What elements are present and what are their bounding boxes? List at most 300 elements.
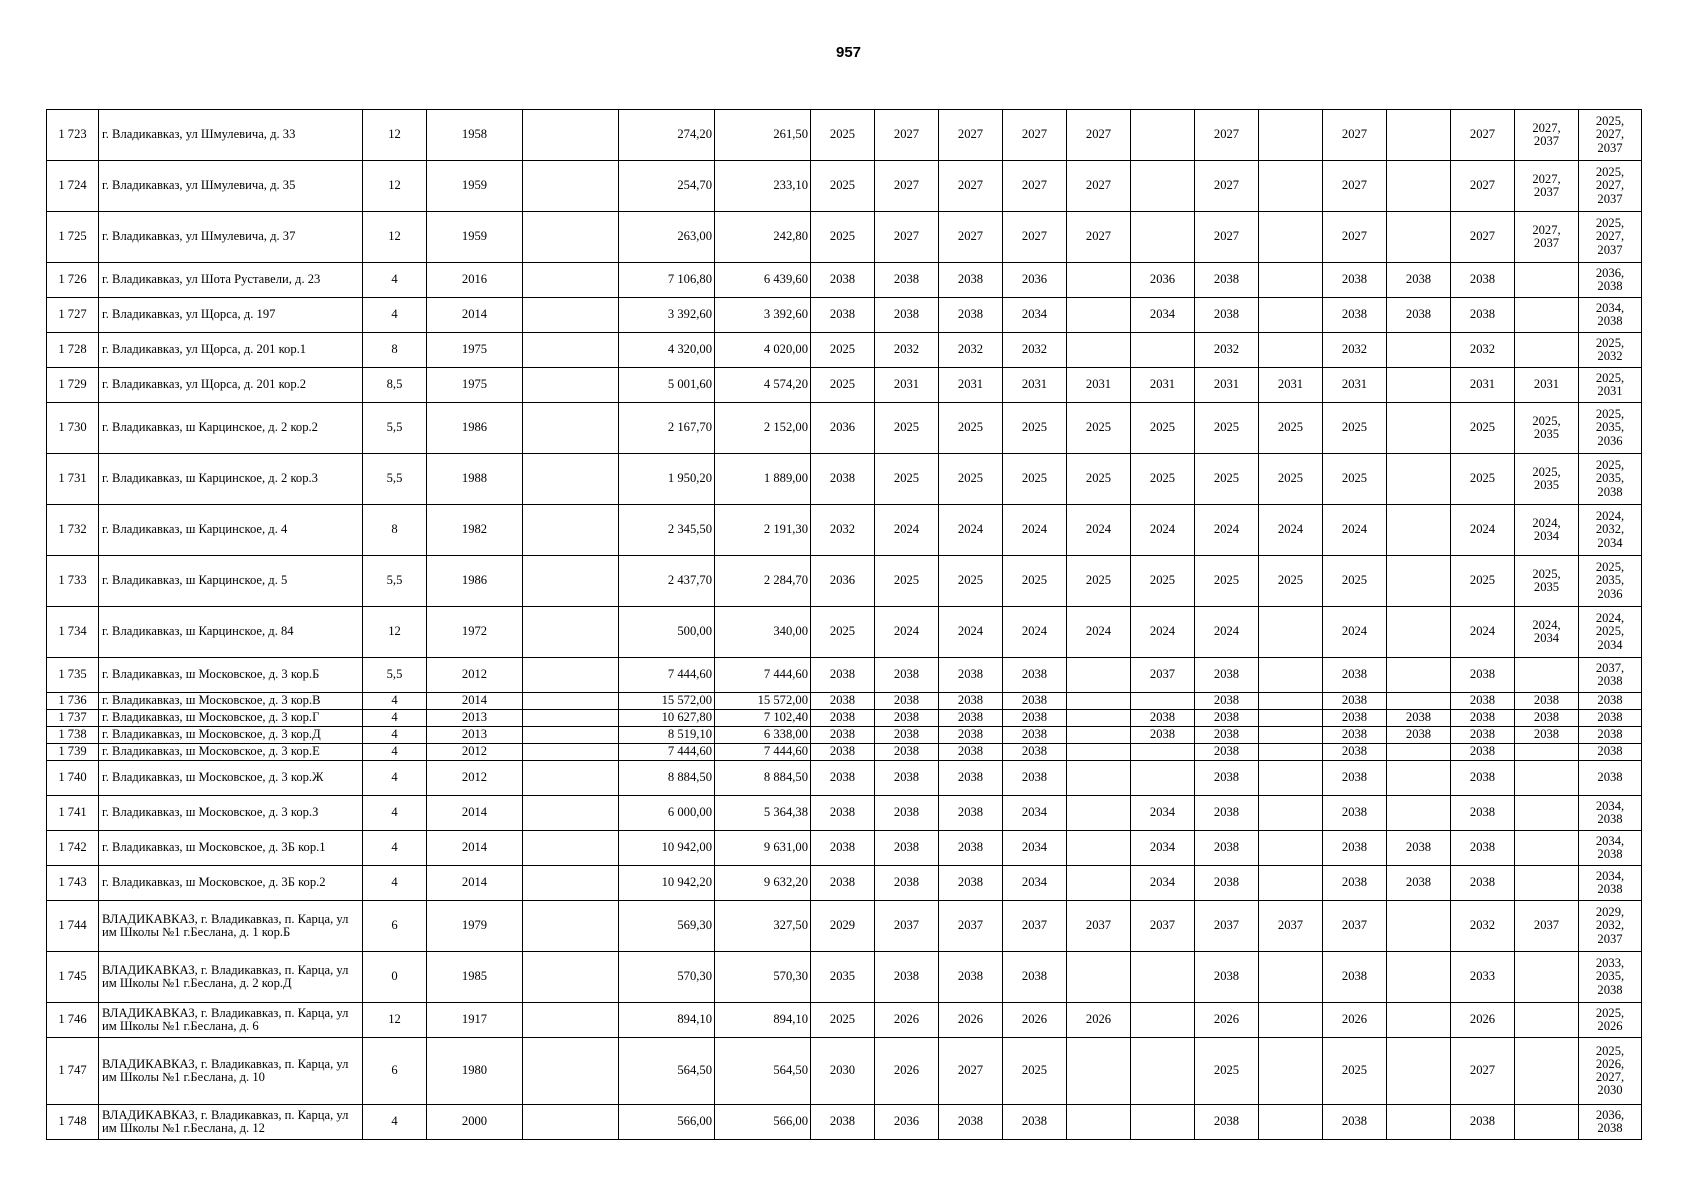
repair-year-cell (1515, 1038, 1579, 1105)
table-row (47, 901, 1642, 952)
repair-year-cell: 2025 (939, 403, 1003, 454)
repair-year-cell (1131, 1038, 1195, 1105)
living-area-cell: 3 392,60 (715, 298, 811, 333)
repair-year-cell: 2025, 2026, 2027, 2030 (1579, 1038, 1642, 1105)
repair-year-cell: 2038 (939, 744, 1003, 761)
living-area-cell: 6 439,60 (715, 263, 811, 298)
repair-year-cell: 2038 (1003, 693, 1067, 710)
repair-year-cell (1067, 866, 1131, 901)
table-row (47, 1038, 1642, 1105)
floors-cell: 5,5 (363, 658, 427, 693)
address-cell: ВЛАДИКАВКАЗ, г. Владикавказ, п. Карца, ул им Школы №1 г.Беслана, д. 12 (99, 1105, 363, 1140)
repair-year-cell: 2036 (811, 556, 875, 607)
living-area-cell: 8 884,50 (715, 761, 811, 796)
row-number: 1 740 (47, 761, 99, 796)
total-area-cell: 7 444,60 (619, 658, 715, 693)
row-number: 1 743 (47, 866, 99, 901)
repair-year-cell: 2026 (875, 1038, 939, 1105)
total-area-cell: 570,30 (619, 952, 715, 1003)
repair-year-cell (1515, 298, 1579, 333)
row-number: 1 733 (47, 556, 99, 607)
repair-year-cell (1259, 298, 1323, 333)
repair-year-cell (1515, 658, 1579, 693)
repair-year-cell (1259, 607, 1323, 658)
repair-year-cell (1131, 333, 1195, 368)
total-area-cell: 263,00 (619, 212, 715, 263)
repair-year-cell: 2026 (1451, 1003, 1515, 1038)
year-built-cell: 1986 (427, 403, 523, 454)
table-row (47, 866, 1642, 901)
empty-cell (523, 693, 619, 710)
year-built-cell: 1985 (427, 952, 523, 1003)
repair-year-cell: 2037 (1003, 901, 1067, 952)
table-row (47, 403, 1642, 454)
repair-year-cell: 2038 (939, 866, 1003, 901)
repair-year-cell (1515, 1003, 1579, 1038)
year-built-cell: 1986 (427, 556, 523, 607)
repair-year-cell: 2038 (939, 952, 1003, 1003)
repair-year-cell: 2036 (875, 1105, 939, 1140)
year-built-cell: 1982 (427, 505, 523, 556)
repair-year-cell: 2025 (1259, 403, 1323, 454)
row-number: 1 748 (47, 1105, 99, 1140)
repair-year-cell: 2038 (811, 727, 875, 744)
repair-year-cell: 2033, 2035, 2038 (1579, 952, 1642, 1003)
repair-year-cell (1131, 110, 1195, 161)
repair-year-cell (1067, 796, 1131, 831)
repair-year-cell: 2031 (939, 368, 1003, 403)
repair-year-cell (1259, 1003, 1323, 1038)
repair-year-cell: 2038 (1451, 831, 1515, 866)
repair-year-cell (1131, 761, 1195, 796)
repair-year-cell: 2038 (1003, 952, 1067, 1003)
repair-year-cell: 2038 (939, 710, 1003, 727)
table-row (47, 212, 1642, 263)
year-built-cell: 1972 (427, 607, 523, 658)
repair-year-cell: 2038 (811, 761, 875, 796)
repair-year-cell: 2025, 2027, 2037 (1579, 110, 1642, 161)
living-area-cell: 9 631,00 (715, 831, 811, 866)
repair-year-cell: 2038 (1003, 761, 1067, 796)
floors-cell: 8 (363, 333, 427, 368)
repair-year-cell: 2027 (1067, 212, 1131, 263)
year-built-cell: 1979 (427, 901, 523, 952)
repair-year-cell (1387, 403, 1451, 454)
repair-year-cell: 2038 (1387, 298, 1451, 333)
repair-year-cell: 2038 (1515, 710, 1579, 727)
repair-year-cell: 2038 (1323, 727, 1387, 744)
repair-year-cell: 2034 (1003, 866, 1067, 901)
table-row (47, 110, 1642, 161)
living-area-cell: 564,50 (715, 1038, 811, 1105)
repair-year-cell: 2025 (939, 556, 1003, 607)
repair-year-cell: 2036 (1003, 263, 1067, 298)
repair-year-cell (1259, 831, 1323, 866)
repair-year-cell (1259, 110, 1323, 161)
repair-year-cell: 2038 (1387, 710, 1451, 727)
living-area-cell: 2 191,30 (715, 505, 811, 556)
repair-year-cell: 2025 (1067, 556, 1131, 607)
repair-year-cell: 2038 (1195, 263, 1259, 298)
repair-year-cell: 2038 (811, 693, 875, 710)
repair-year-cell: 2024 (1067, 607, 1131, 658)
repair-year-cell: 2038 (875, 693, 939, 710)
repair-year-cell: 2024, 2034 (1515, 505, 1579, 556)
row-number: 1 729 (47, 368, 99, 403)
repair-year-cell: 2038 (1323, 263, 1387, 298)
empty-cell (523, 454, 619, 505)
repair-year-cell: 2038 (1195, 727, 1259, 744)
repair-year-cell (1259, 952, 1323, 1003)
repair-year-cell: 2037 (1515, 901, 1579, 952)
repair-year-cell: 2032 (1323, 333, 1387, 368)
repair-year-cell: 2025 (875, 556, 939, 607)
repair-year-cell: 2038 (811, 454, 875, 505)
table-row (47, 761, 1642, 796)
repair-year-cell (1515, 866, 1579, 901)
address-cell: г. Владикавказ, ш Московское, д. 3 кор.Б (99, 658, 363, 693)
repair-year-cell: 2038 (1131, 727, 1195, 744)
floors-cell: 12 (363, 607, 427, 658)
address-cell: г. Владикавказ, ул Шмулевича, д. 37 (99, 212, 363, 263)
repair-year-cell: 2038 (1195, 298, 1259, 333)
living-area-cell: 570,30 (715, 952, 811, 1003)
repair-year-cell: 2025 (811, 110, 875, 161)
floors-cell: 4 (363, 1105, 427, 1140)
repair-year-cell: 2032 (875, 333, 939, 368)
repair-year-cell (1387, 607, 1451, 658)
repair-year-cell: 2038 (1195, 1105, 1259, 1140)
table-row (47, 505, 1642, 556)
repair-year-cell: 2038 (1195, 952, 1259, 1003)
table-row (47, 333, 1642, 368)
repair-year-cell: 2038 (875, 866, 939, 901)
total-area-cell: 5 001,60 (619, 368, 715, 403)
repair-year-cell: 2025 (1451, 556, 1515, 607)
total-area-cell: 566,00 (619, 1105, 715, 1140)
repair-year-cell: 2038 (875, 744, 939, 761)
living-area-cell: 242,80 (715, 212, 811, 263)
repair-year-cell: 2025, 2035 (1515, 556, 1579, 607)
year-built-cell: 2014 (427, 796, 523, 831)
repair-year-cell: 2038 (1579, 727, 1642, 744)
repair-year-cell: 2025, 2035, 2036 (1579, 403, 1642, 454)
repair-year-cell: 2036 (1131, 263, 1195, 298)
repair-year-cell: 2038 (811, 263, 875, 298)
empty-cell (523, 710, 619, 727)
repair-year-cell (1259, 161, 1323, 212)
row-number: 1 747 (47, 1038, 99, 1105)
empty-cell (523, 263, 619, 298)
living-area-cell: 5 364,38 (715, 796, 811, 831)
repair-year-cell: 2038 (1195, 831, 1259, 866)
repair-year-cell: 2025 (1259, 454, 1323, 505)
year-built-cell: 1917 (427, 1003, 523, 1038)
total-area-cell: 500,00 (619, 607, 715, 658)
table-row (47, 368, 1642, 403)
row-number: 1 731 (47, 454, 99, 505)
empty-cell (523, 866, 619, 901)
repair-year-cell (1387, 161, 1451, 212)
repair-year-cell (1259, 658, 1323, 693)
repair-year-cell: 2038 (1323, 796, 1387, 831)
repair-year-cell: 2037 (1259, 901, 1323, 952)
repair-year-cell: 2038 (811, 298, 875, 333)
repair-year-cell (1515, 831, 1579, 866)
repair-year-cell: 2027, 2037 (1515, 161, 1579, 212)
repair-year-cell: 2038 (811, 866, 875, 901)
address-cell: г. Владикавказ, ш Карцинское, д. 5 (99, 556, 363, 607)
year-built-cell: 2012 (427, 744, 523, 761)
table-row (47, 796, 1642, 831)
living-area-cell: 327,50 (715, 901, 811, 952)
address-cell: г. Владикавказ, ул Шота Руставели, д. 23 (99, 263, 363, 298)
address-cell: г. Владикавказ, ш Карцинское, д. 4 (99, 505, 363, 556)
empty-cell (523, 901, 619, 952)
repair-year-cell (1387, 212, 1451, 263)
repair-year-cell: 2038 (875, 710, 939, 727)
repair-year-cell (1067, 1105, 1131, 1140)
repair-year-cell: 2031 (1451, 368, 1515, 403)
row-number: 1 734 (47, 607, 99, 658)
repair-year-cell (1259, 1038, 1323, 1105)
repair-year-cell (1387, 796, 1451, 831)
repair-year-cell: 2025 (1323, 454, 1387, 505)
repair-year-cell: 2024 (1131, 607, 1195, 658)
floors-cell: 4 (363, 744, 427, 761)
repair-year-cell: 2027 (1195, 212, 1259, 263)
repair-year-cell (1515, 263, 1579, 298)
year-built-cell: 2013 (427, 710, 523, 727)
repair-year-cell: 2032 (1451, 333, 1515, 368)
repair-year-cell: 2038 (1323, 710, 1387, 727)
repair-year-cell: 2038 (939, 727, 1003, 744)
repair-year-cell: 2038 (939, 796, 1003, 831)
repair-year-cell (1067, 952, 1131, 1003)
repair-year-cell: 2031 (1067, 368, 1131, 403)
floors-cell: 4 (363, 761, 427, 796)
repair-year-cell: 2038 (1195, 658, 1259, 693)
repair-year-cell: 2038 (1451, 727, 1515, 744)
row-number: 1 732 (47, 505, 99, 556)
living-area-cell: 15 572,00 (715, 693, 811, 710)
repair-year-cell: 2031 (875, 368, 939, 403)
row-number: 1 726 (47, 263, 99, 298)
repair-year-cell: 2025 (1195, 1038, 1259, 1105)
repair-year-cell: 2038 (939, 761, 1003, 796)
address-cell: г. Владикавказ, ш Московское, д. 3 кор.В (99, 693, 363, 710)
repair-year-cell (1131, 952, 1195, 1003)
repair-year-cell (1067, 761, 1131, 796)
living-area-cell: 233,10 (715, 161, 811, 212)
repair-year-cell (1387, 505, 1451, 556)
repair-year-cell: 2025, 2035, 2038 (1579, 454, 1642, 505)
repair-year-cell (1067, 298, 1131, 333)
repair-year-cell: 2025, 2032 (1579, 333, 1642, 368)
floors-cell: 8 (363, 505, 427, 556)
empty-cell (523, 831, 619, 866)
repair-year-cell: 2038 (1579, 710, 1642, 727)
repair-year-cell (1067, 333, 1131, 368)
address-cell: ВЛАДИКАВКАЗ, г. Владикавказ, п. Карца, ул им Школы №1 г.Беслана, д. 2 кор.Д (99, 952, 363, 1003)
repair-year-cell: 2029, 2032, 2037 (1579, 901, 1642, 952)
empty-cell (523, 727, 619, 744)
total-area-cell: 3 392,60 (619, 298, 715, 333)
repair-year-cell (1259, 333, 1323, 368)
repair-year-cell: 2038 (811, 710, 875, 727)
repair-year-cell: 2025 (1131, 454, 1195, 505)
repair-year-cell: 2025, 2035 (1515, 454, 1579, 505)
repair-year-cell: 2025 (811, 161, 875, 212)
empty-cell (523, 658, 619, 693)
repair-year-cell: 2038 (875, 761, 939, 796)
row-number: 1 742 (47, 831, 99, 866)
repair-year-cell: 2027 (1067, 161, 1131, 212)
repair-year-cell: 2024 (875, 607, 939, 658)
address-cell: г. Владикавказ, ул Шмулевича, д. 35 (99, 161, 363, 212)
repair-year-cell: 2027 (875, 110, 939, 161)
table-row (47, 454, 1642, 505)
repair-year-cell: 2025 (1195, 556, 1259, 607)
repair-year-cell (1067, 727, 1131, 744)
empty-cell (523, 505, 619, 556)
repair-year-cell: 2038 (1451, 263, 1515, 298)
floors-cell: 12 (363, 212, 427, 263)
total-area-cell: 564,50 (619, 1038, 715, 1105)
total-area-cell: 274,20 (619, 110, 715, 161)
repair-year-cell: 2024 (1067, 505, 1131, 556)
repair-year-cell (1131, 1003, 1195, 1038)
year-built-cell: 1959 (427, 212, 523, 263)
table-row (47, 831, 1642, 866)
repair-year-cell (1387, 1003, 1451, 1038)
repair-year-cell: 2031 (1515, 368, 1579, 403)
repair-year-cell: 2038 (939, 658, 1003, 693)
repair-year-cell (1259, 727, 1323, 744)
year-built-cell: 1988 (427, 454, 523, 505)
repair-year-cell: 2038 (1451, 693, 1515, 710)
repair-year-cell: 2038 (939, 831, 1003, 866)
repair-year-cell: 2025 (811, 1003, 875, 1038)
repair-year-cell: 2038 (1387, 263, 1451, 298)
table-row (47, 952, 1642, 1003)
total-area-cell: 7 106,80 (619, 263, 715, 298)
empty-cell (523, 556, 619, 607)
row-number: 1 737 (47, 710, 99, 727)
repair-year-cell (1515, 1105, 1579, 1140)
repair-year-cell: 2032 (1451, 901, 1515, 952)
address-cell: г. Владикавказ, ш Карцинское, д. 84 (99, 607, 363, 658)
floors-cell: 0 (363, 952, 427, 1003)
address-cell: г. Владикавказ, ш Московское, д. 3 кор.З (99, 796, 363, 831)
repair-year-cell: 2025 (1259, 556, 1323, 607)
repair-year-cell: 2038 (1003, 744, 1067, 761)
repair-year-cell: 2038 (1323, 298, 1387, 333)
total-area-cell: 10 627,80 (619, 710, 715, 727)
repair-year-cell (1387, 901, 1451, 952)
repair-year-cell (1067, 831, 1131, 866)
repair-year-cell: 2025 (1451, 403, 1515, 454)
repair-year-cell (1387, 110, 1451, 161)
repair-year-cell: 2037 (939, 901, 1003, 952)
floors-cell: 4 (363, 727, 427, 744)
empty-cell (523, 761, 619, 796)
repair-year-cell (1067, 744, 1131, 761)
table-row (47, 556, 1642, 607)
total-area-cell: 569,30 (619, 901, 715, 952)
repair-year-cell: 2038 (811, 658, 875, 693)
repair-year-cell: 2024 (875, 505, 939, 556)
row-number: 1 739 (47, 744, 99, 761)
repair-year-cell: 2038 (1323, 1105, 1387, 1140)
repair-year-cell: 2033 (1451, 952, 1515, 1003)
total-area-cell: 2 437,70 (619, 556, 715, 607)
repair-year-cell: 2026 (1195, 1003, 1259, 1038)
repair-year-cell: 2024 (1259, 505, 1323, 556)
repair-year-cell: 2038 (875, 727, 939, 744)
year-built-cell: 1958 (427, 110, 523, 161)
year-built-cell: 1980 (427, 1038, 523, 1105)
repair-year-cell: 2038 (1323, 831, 1387, 866)
living-area-cell: 9 632,20 (715, 866, 811, 901)
repair-year-cell (1131, 744, 1195, 761)
living-area-cell: 1 889,00 (715, 454, 811, 505)
address-cell: г. Владикавказ, ш Московское, д. 3Б кор.1 (99, 831, 363, 866)
year-built-cell: 2016 (427, 263, 523, 298)
repair-year-cell: 2025 (1003, 454, 1067, 505)
repair-year-cell: 2038 (1195, 866, 1259, 901)
repair-year-cell: 2034, 2038 (1579, 796, 1642, 831)
repair-year-cell: 2024, 2034 (1515, 607, 1579, 658)
repair-year-cell: 2026 (939, 1003, 1003, 1038)
repair-year-cell: 2038 (1515, 693, 1579, 710)
total-area-cell: 10 942,00 (619, 831, 715, 866)
table-row (47, 1105, 1642, 1140)
repair-year-cell: 2031 (1323, 368, 1387, 403)
repair-year-cell: 2027 (939, 110, 1003, 161)
repair-year-cell: 2025 (1131, 556, 1195, 607)
living-area-cell: 2 152,00 (715, 403, 811, 454)
repair-year-cell: 2027 (1451, 110, 1515, 161)
repair-year-cell: 2025, 2035, 2036 (1579, 556, 1642, 607)
repair-year-cell (1259, 866, 1323, 901)
repair-year-cell (1387, 693, 1451, 710)
repair-year-cell: 2027 (1003, 161, 1067, 212)
repair-year-cell: 2025 (1131, 403, 1195, 454)
table-row (47, 607, 1642, 658)
repair-year-cell: 2038 (1323, 952, 1387, 1003)
repair-year-cell: 2025 (939, 454, 1003, 505)
repair-year-cell: 2037, 2038 (1579, 658, 1642, 693)
living-area-cell: 7 102,40 (715, 710, 811, 727)
floors-cell: 4 (363, 693, 427, 710)
repair-year-cell: 2038 (875, 796, 939, 831)
year-built-cell: 1975 (427, 368, 523, 403)
living-area-cell: 261,50 (715, 110, 811, 161)
repair-year-cell: 2025 (1323, 1038, 1387, 1105)
floors-cell: 4 (363, 263, 427, 298)
repair-year-cell: 2031 (1003, 368, 1067, 403)
total-area-cell: 6 000,00 (619, 796, 715, 831)
repair-year-cell: 2027 (939, 212, 1003, 263)
living-area-cell: 894,10 (715, 1003, 811, 1038)
repair-year-cell: 2027 (1003, 212, 1067, 263)
total-area-cell: 894,10 (619, 1003, 715, 1038)
repair-year-cell: 2038 (811, 1105, 875, 1140)
table-row (47, 298, 1642, 333)
repair-year-cell: 2037 (1323, 901, 1387, 952)
repair-year-cell: 2036, 2038 (1579, 1105, 1642, 1140)
